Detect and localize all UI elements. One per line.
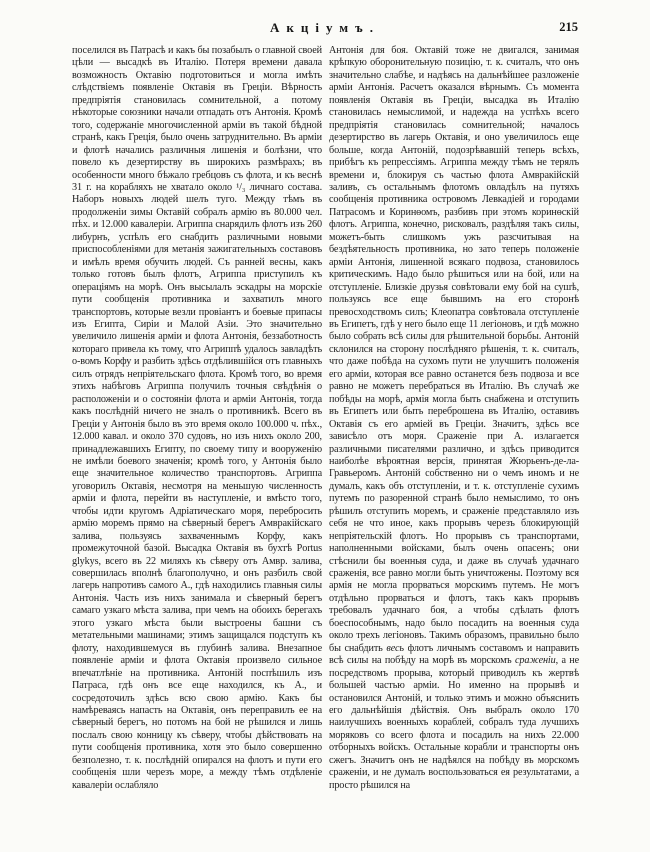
text-column-right: Антонія для боя. Октавій тоже не двигался, занимая крѣпкую оборонительную позицію, т. к. считалъ, что онъ значительно слабѣе, и надѣясь на дальнѣйшее разложеніе арміи Антонія. Расчетъ оказался вѣрнымъ. Съ момента появленія Октавія въ Греціи, высадка въ Италію становилась немыслимой, и надежда на успѣхъ всего предпріятія становилась сомнительной; началось дезертирство въ лагерь Октавія, и оно увеличилось еще больше, когда Антоній, подозрѣвавшій теперь всѣхъ, прибѣгъ къ репрессіямъ. Агриппа между тѣмъ не терялъ времени и, блокируя съ частью флота Амвракійскій заливъ, съ остальнымъ флотомъ овладѣлъ на путяхъ сообщенія противника островомъ Левкадіей и городами Патрасомъ и Коринѳомъ, разбивъ при этомъ коринѳскій флотъ. Агриппа, конечно, рисковалъ, раздѣляя такъ силы, можетъ-быть слишкомъ ужъ разсчитывая на бездѣятельность противника, но зато теперь положеніе арміи Антонія, лишенной всякаго подвоза, становилось критическимъ. Надо было рѣшиться или на бой, или на отступленіе. Близкіе друзья совѣтовали ему бой на сушѣ, пользуясь все еще бывшимъ на его сторонѣ превосходствомъ силъ; Клеопатра совѣтовала отступленіе въ Египетъ, гдѣ у него было еще 11 легіоновъ, и гдѣ можно было собрать всѣ силы для рѣшительной борьбы. Антоній склонился на сторону послѣдняго рѣшенія, т. к. считалъ, что даже побѣда на сухомъ пути не улучшитъ положенія его арміи, которая все равно останется безъ подвоза и все равно не можетъ перебраться въ Италію. Въ случаѣ же побѣды на морѣ, армія могла быть снабжена и отступить въ Египетъ или быть переброшена въ Италію, оставивъ Октавія съ его арміей въ Греціи. Значитъ, здѣсь все зависѣло отъ моря. Сраженіе при А. излагается различными писателями различно, и здѣсь приводится наиболѣе вѣроятная версія, принятая Жюрьенъ-де-ла-Гравьеромъ. Антоній собственно ни о чемъ иномъ и не думалъ, какъ объ отступленіи, и т. к. отступленіе сухимъ путемъ по разоренной странѣ было немыслимо, то онъ рѣшилъ отступить моремъ, и сраженіе представляло изъ себя не что иное, какъ прорывъ черезъ блокирующій непріятельскій флотъ. Но прорывъ съ транспортами, наполненными войсками, былъ очень опасенъ; они стѣснили бы военныя суда, и даже въ случаѣ удачнаго сраженія, все равно могли быть уничтожены. Поэтому вся армія не могла прорваться морскимъ путемъ. Не могъ отдѣльно прорваться и флотъ, такъ какъ прорывъ требовалъ удачнаго боя, а чтобы сдѣлать флотъ боеспособнымъ, надо было посадить на военныя суда около трехъ легіоновъ. Такимъ образомъ, правильно было бы снабдить весь флотъ личнымъ составомъ и направить всѣ силы на побѣду на морѣ въ морскомъ сраженіи, а не посредствомъ прорыва, который приводилъ къ жертвѣ большей частью арміи. Но именно на прорывѣ и остановился Антоній, и только этимъ и можно объяснить его дальнѣйшія дѣйствія. Онъ выбралъ около 170 наилучшихъ военныхъ кораблей, собралъ туда лучшихъ моряковъ со всего флота и посадилъ на нихъ 22.000 отборныхъ войскъ. Остальные корабли и транспорты онъ сжегъ. Значитъ онъ не надѣялся на побѣду въ морскомъ сраженіи, и не думалъ воспользоваться ея результатами, а просто рѣшился на	[329, 45, 579, 791]
page-title: Акціумъ.	[270, 20, 380, 35]
running-head	[72, 20, 578, 40]
text-column-left: поселился въ Патрасѣ и какъ бы позабылъ о главной своей цѣли — высадкѣ въ Италію. Потеря времени давала возможность Октавію подготовиться и могла имѣть слѣдствіемъ появленіе Октавія въ Греціи. Вѣрность предпріятія становилась сомнительной, а потому нѣкоторые союзники начали отпадать отъ Антонія. Кромѣ того, содержаніе многочисленной арміи въ такой бѣдной странѣ, какъ Греція, было очень затруднительно. Въ арміи и флотѣ начались различныя лишенія и болѣзни, что повело къ дезертирству въ широкихъ размѣрахъ; въ особенности много бѣжало гребцовъ съ флота, и къ веснѣ 31 г. на корабляхъ не хватало около ¹/₃ личнаго состава. Наборъ новыхъ людей шелъ туго. Между тѣмъ въ продолженіи зимы Октавій собралъ армію въ 80.000 чел. пѣх. и 12.000 кавалеріи. Агриппа снарядилъ флотъ изъ 260 либурнъ, успѣлъ его снабдить различными новыми приспособленіями для метанія зажигательныхъ составовъ и имѣлъ время обучить людей. Съ ранней весны, какъ только готовъ былъ флотъ, Агриппа приступилъ къ операціямъ на морѣ. Онъ высылалъ эскадры на морскіе пути сообщенія противника и захватилъ много транспортовъ, которые везли провіантъ и боевые припасы изъ Египта, Сиріи и Малой Азіи. Это значительно увеличило лишенія арміи и флота Антонія, беззаботность котораго привела къ тому, что Агриппѣ удалось завладѣть о-вомъ Корфу и разбить здѣсь отдѣлившійся отъ главныхъ силъ отрядъ непріятельскаго флота. Кромѣ того, во время этихъ набѣговъ Агриппа получилъ точныя свѣдѣнія о расположеніи и о состояніи флота и арміи Антонія, тогда какъ послѣдній ничего не зналъ о противникѣ. Всего въ Греціи у Антонія было въ это время около 100.000 ч. пѣх., 12.000 кавал. и около 370 судовъ, но изъ нихъ около 200, принадлежавшихъ Египту, по своему типу и вооруженію не имѣли боевого значенія; кромѣ того, у Антонія было еще значительное количество транспортовъ. Агриппа уговорилъ Октавія, несмотря на меньшую численность арміи и флота, перейти въ наступленіе, и вмѣсто того, чтобы идти кругомъ Адріатическаго моря, перебросить армію моремъ прямо на сѣверный берегъ Амвракійскаго залива, пользуясь захваченнымъ Корфу, какъ промежуточной базой. Высадка Октавія въ бухтѣ Portus glykys, всего въ 22 миляхъ къ сѣверу отъ Амвр. залива, совершилась вполнѣ благополучно, и онъ разбилъ свой лагерь напротивъ самого А., гдѣ находились главныя силы Антонія. Часть изъ нихъ занимала и сѣверный берегъ самаго узкаго мѣста залива, при чемъ на обоихъ берегахъ этого узкаго мѣста были выстроены башни съ метательными машинами; этимъ защищался подступъ къ флоту, находившемуся въ глубинѣ залива. Внезапное появленіе арміи и флота Октавія произвело сильное впечатлѣніе на противника. Антоній поспѣшилъ изъ Патраса, гдѣ онъ все еще находился, къ А., и сосредоточилъ здѣсь всю свою армію. Какъ бы намѣреваясь напасть на Октавія, онъ переправилъ ее на сѣверный берегъ, но потомъ на бой не рѣшился и лишь послалъ свою конницу къ сѣверу, чтобы дѣйствовать на пути сообщенія противника, хотя это было совершенно безполезно, т. к. послѣдній опирался на флотъ и пути его сообщенія шли черезъ море, а между тѣмъ отдѣленіе кавалеріи ослабляло	[72, 45, 322, 791]
page-number: 215	[559, 20, 578, 34]
